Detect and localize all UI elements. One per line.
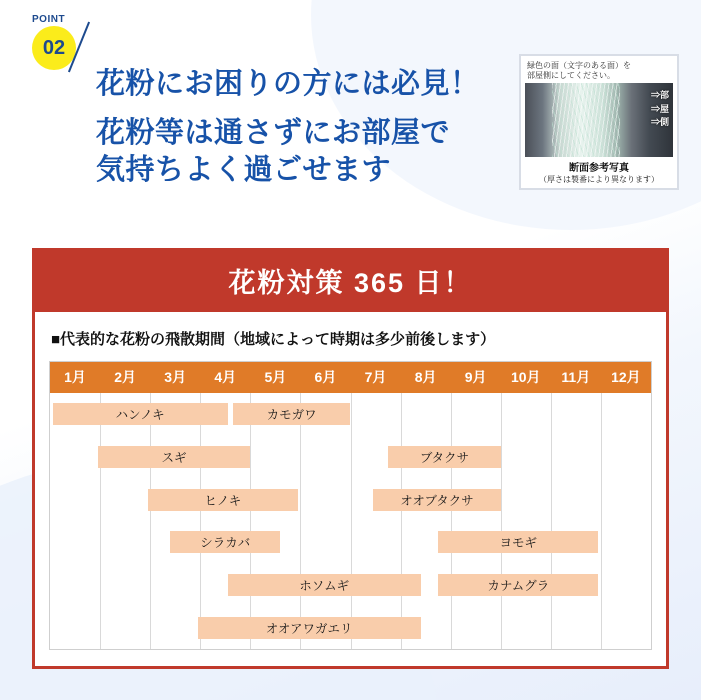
chart-month-label: 6月: [314, 369, 337, 385]
photo-caption: 断面参考写真: [569, 163, 629, 174]
chart-month-label: 11月: [561, 369, 591, 385]
photo-note-line-1: 緑色の面（文字のある面）を: [527, 61, 631, 70]
chart-month-label: 10月: [510, 369, 541, 385]
chart-month-label: 8月: [414, 369, 437, 385]
arrow-line-1: ⇒部: [650, 90, 669, 100]
chart-subtitle: ■代表的な花粉の飛散期間（地域によって時期は多少前後します）: [51, 331, 496, 348]
chart-gridline: [601, 393, 602, 649]
chart-month-label: 12月: [611, 369, 641, 385]
chart-gridline: [501, 393, 502, 649]
point-badge: [26, 12, 102, 82]
photo-note-line-2: 部屋側にしてください。: [527, 71, 615, 80]
headline: [96, 66, 526, 189]
chart-month-label: 7月: [364, 369, 387, 385]
photo-arrow-annotations: [651, 89, 669, 130]
pollen-bar: ホソムギ: [228, 574, 421, 596]
photo-subcaption: （厚さは製番により異なります）: [539, 175, 659, 184]
photo-fiber-texture: [552, 83, 620, 157]
chart-month-label: 4月: [214, 369, 237, 385]
headline-line-3: 気持ちよく過ごせます: [96, 154, 392, 187]
panel-body: [35, 312, 666, 666]
pollen-bar: ハンノキ: [53, 403, 228, 425]
cross-section-photo-card: [519, 54, 679, 190]
headline-line-1: 花粉にお困りの方には必見！: [96, 68, 480, 100]
pollen-bar: ヨモギ: [438, 531, 598, 553]
headline-line-2: 花粉等は通さずにお部屋で: [96, 117, 451, 150]
pollen-bar: ブタクサ: [388, 446, 501, 468]
point-label: POINT: [32, 14, 66, 25]
pollen-bar: シラカバ: [170, 531, 280, 553]
pollen-bar: カナムグラ: [438, 574, 598, 596]
chart-gridline: [451, 393, 452, 649]
chart-gridline: [300, 393, 301, 649]
pollen-bar: オオアワガエリ: [198, 617, 421, 639]
chart-month-label: 1月: [64, 369, 86, 385]
point-circle: [32, 26, 76, 70]
chart-month-header: [50, 362, 651, 393]
chart-month-label: 9月: [464, 369, 487, 385]
pollen-bar: ヒノキ: [148, 489, 298, 511]
chart-month-label: 5月: [264, 369, 287, 385]
cross-section-photo: [525, 83, 673, 157]
pollen-season-chart: [49, 361, 652, 650]
arrow-line-3: ⇒側: [650, 117, 669, 127]
pollen-panel: [32, 248, 669, 669]
chart-gridline: [351, 393, 352, 649]
chart-month-label: 3月: [164, 369, 187, 385]
pollen-bar: スギ: [98, 446, 251, 468]
pollen-bar: オオブタクサ: [373, 489, 501, 511]
arrow-line-2: ⇒屋: [650, 103, 669, 114]
chart-gridline: [250, 393, 251, 649]
chart-gridline: [100, 393, 101, 649]
pollen-bar: カモガワ: [233, 403, 351, 425]
panel-header-title: 花粉対策 365 日！: [35, 251, 666, 312]
chart-gridline: [150, 393, 151, 649]
chart-gridline: [401, 393, 402, 649]
chart-gridline: [200, 393, 201, 649]
chart-gridline: [551, 393, 552, 649]
point-number: 02: [42, 37, 66, 59]
chart-month-label: 2月: [114, 369, 137, 385]
chart-plot-area: [50, 393, 651, 649]
